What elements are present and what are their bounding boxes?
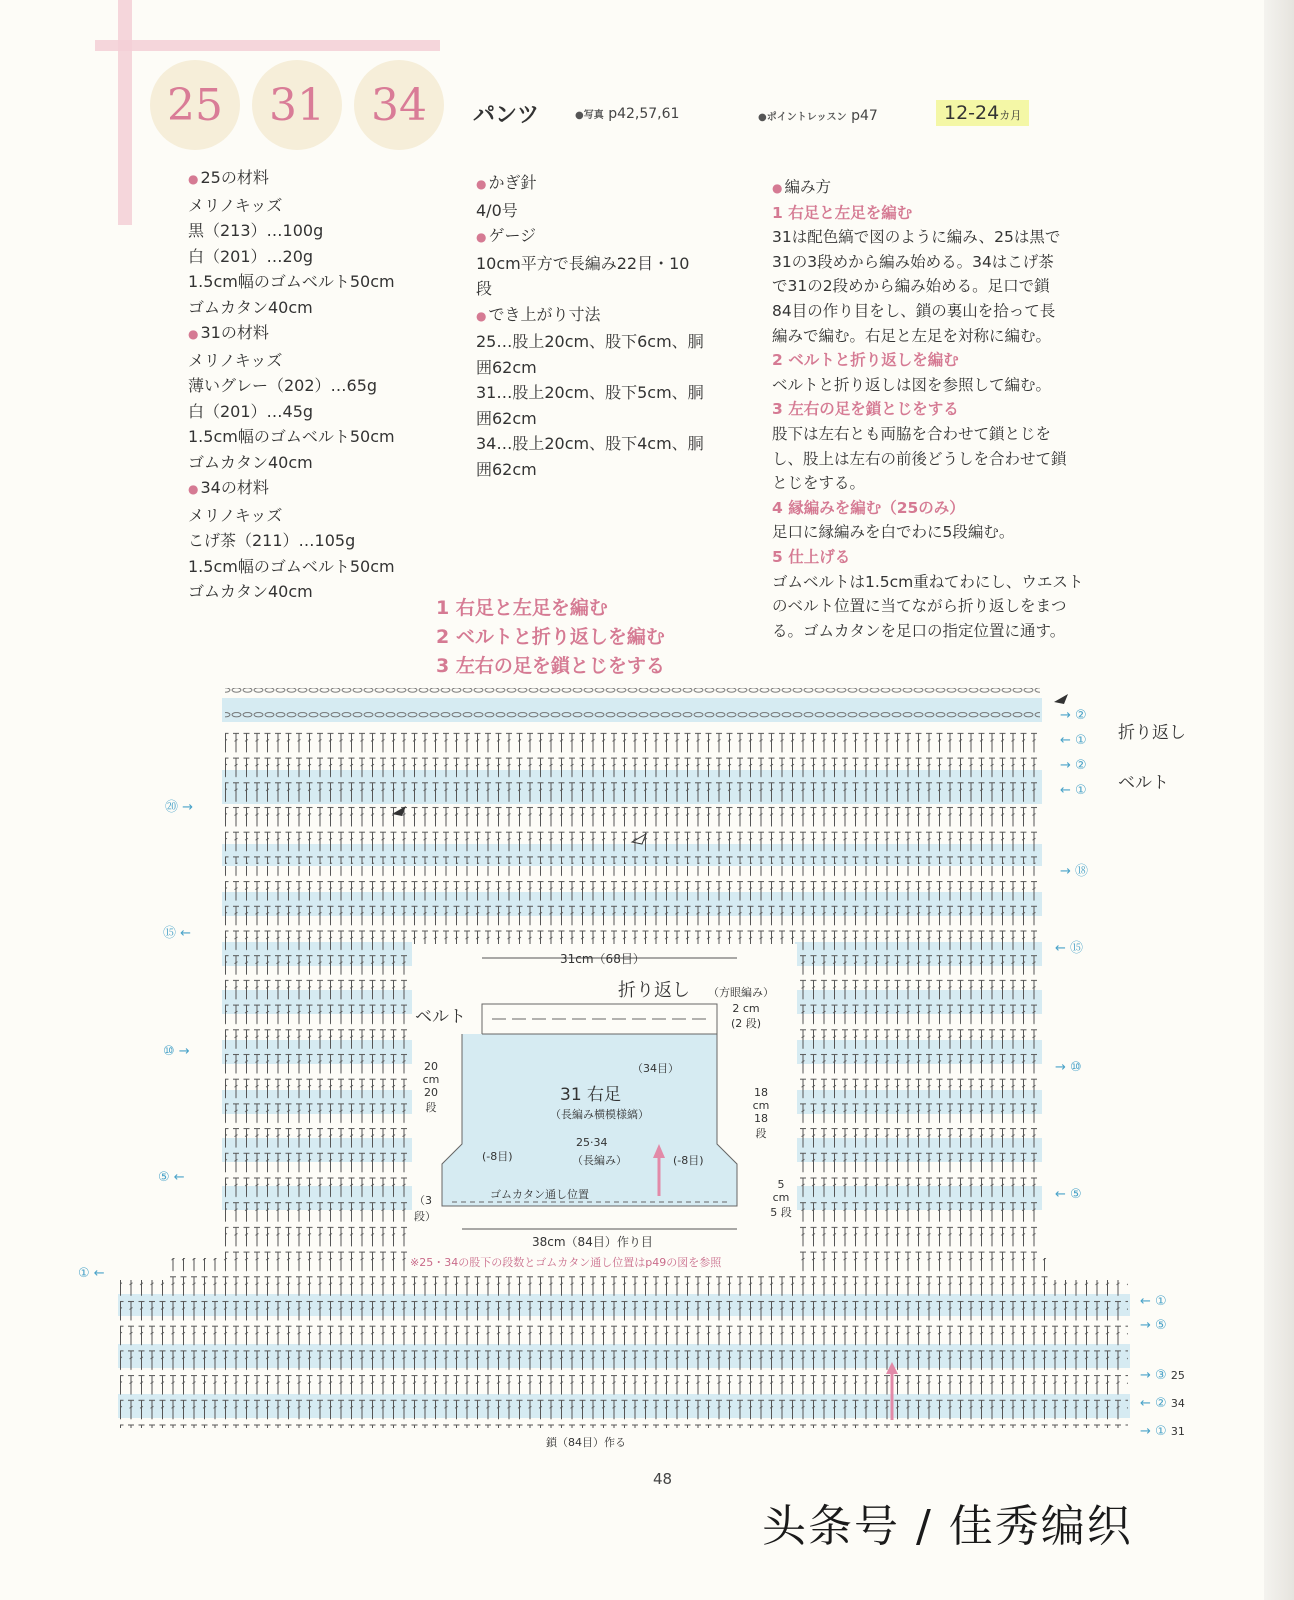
method-line: 84目の作り目をし、鎖の裏山を拾って長 — [772, 301, 1056, 320]
row-num: ⑮ — [163, 926, 177, 941]
row-num: ⑩ — [163, 1044, 175, 1059]
row-label-left-15: ⑮ ← — [163, 926, 192, 941]
row-label-left-1: ① ← — [78, 1266, 105, 1281]
material-line: 黒（213）…100g — [188, 221, 324, 240]
row-tag: 31 — [1170, 1425, 1185, 1438]
method-step-2-title — [772, 348, 1122, 373]
material-head-34: ● 34の材料 — [188, 475, 438, 503]
page-title: パンツ — [473, 103, 540, 128]
method-line: ベルトと折り返しは図を参照して編む。 — [772, 375, 1052, 394]
row-tag: 25 — [1170, 1369, 1185, 1382]
method-step-3-title — [772, 397, 1122, 422]
spec-line: 囲62cm — [476, 408, 537, 428]
chart-step-text: ベルトと折り返しを編む — [455, 626, 665, 648]
row-label-left-20: ⑳ → — [165, 800, 194, 815]
chart-label-orikaeshi: 折り返し — [1118, 723, 1186, 743]
material-line: 1.5cm幅のゴムベルト50cm — [188, 427, 395, 446]
row-num: ② — [1075, 758, 1087, 773]
step-title: 仕上げる — [788, 547, 851, 566]
schematic-body-sub: （長編み横模様縞） — [550, 1108, 649, 1121]
row-label-right: ← ① — [1060, 783, 1087, 798]
material-line: メリノキッズ — [188, 505, 283, 525]
photo-label: ●写真 — [575, 110, 604, 121]
spec-line: 31…股上20cm、股下5cm、胴 — [476, 383, 704, 402]
chart-step-1 — [436, 594, 665, 623]
spec-line: 34…股上20cm、股下4cm、胴 — [476, 434, 704, 453]
step-title: 左右の足を鎖とじをする — [788, 400, 959, 419]
schematic-note: ※25・34の股下の段数とゴムカタン通し位置はp49の図を参照 — [410, 1256, 722, 1269]
lesson-ref — [758, 108, 878, 124]
material-line: こげ茶（211）…105g — [188, 531, 356, 550]
row-label-right-1: ← ① — [1140, 1294, 1167, 1309]
row-tag: 34 — [1170, 1397, 1185, 1410]
row-label-right: → ② — [1060, 708, 1087, 723]
material-line: 1.5cm幅のゴムベルト50cm — [188, 272, 395, 291]
material-head-25: ● 25の材料 — [188, 165, 438, 193]
row-label-left-5: ⑤ ← — [158, 1170, 185, 1185]
method-line: 股下は左右とも両脇を合わせて鎖とじを — [772, 424, 1052, 443]
material-line: メリノキッズ — [188, 350, 283, 370]
row-num: ⑤ — [1070, 1187, 1082, 1202]
lesson-page: p47 — [851, 108, 878, 124]
row-label-right-1b: → ① 31 — [1140, 1424, 1185, 1439]
age-badge — [936, 100, 1029, 126]
method-head: ● 編み方 — [772, 175, 1122, 201]
chart-step-text: 左右の足を鎖とじをする — [455, 655, 665, 677]
schematic-orikaeshi: 折り返し — [618, 980, 690, 1001]
material-line: 1.5cm幅のゴムベルト50cm — [188, 556, 395, 576]
chart-bottom-label: 鎖（84目）作る — [546, 1436, 626, 1449]
row-num: ⑩ — [1070, 1060, 1082, 1075]
watermark: 头条号 / 佳秀编织 — [762, 1501, 1133, 1552]
row-num: ⑮ — [1070, 941, 1084, 956]
row-num: ⑤ — [1155, 1318, 1167, 1333]
method-line: 31の3段めから編み始める。34はこげ茶 — [772, 252, 1054, 271]
ribbon-vertical — [118, 0, 132, 225]
row-num: ① — [1155, 1294, 1167, 1309]
row-num: ② — [1075, 708, 1087, 723]
row-label-right-15: ← ⑮ — [1055, 941, 1084, 956]
row-num: ① — [1155, 1424, 1167, 1439]
schematic-gomu-height: （3 段） — [414, 1194, 436, 1223]
chart-step-num: 1 — [436, 597, 450, 619]
material-line: メリノキッズ — [188, 195, 283, 215]
schematic-width-top: 31cm（68目） — [560, 952, 645, 966]
spec-line: 段 — [476, 279, 493, 298]
ribbon-horizontal — [95, 40, 440, 51]
spec-head-hook: ● かぎ針 — [476, 170, 746, 198]
spec-head-size: ● でき上がり寸法 — [476, 302, 746, 330]
schematic-dec-right: (-8目) — [673, 1154, 704, 1167]
spec-line: 囲62cm — [476, 459, 537, 479]
method-step-4-title — [772, 496, 1122, 521]
material-line: ゴムカタン40cm — [188, 297, 313, 317]
row-num: ③ — [1155, 1368, 1167, 1383]
spec-head-gauge: ● ゲージ — [476, 223, 746, 251]
row-num: ① — [1075, 783, 1087, 798]
schematic-dec-left: (-8目) — [482, 1150, 513, 1163]
method-line: し、股上は左右の前後どうしを合わせて鎖 — [772, 449, 1067, 468]
row-label-right-5: ← ⑤ — [1055, 1187, 1082, 1202]
schematic-orikaeshi-note: （方眼編み） — [708, 986, 774, 999]
lesson-label: ●ポイントレッスン — [758, 112, 847, 123]
photo-ref — [575, 106, 679, 122]
method-column — [772, 175, 1122, 643]
row-num: ② — [1155, 1396, 1167, 1411]
row-label-right-18: → ⑱ — [1060, 864, 1089, 879]
step-num: 2 — [772, 351, 783, 370]
spec-line: 囲62cm — [476, 357, 537, 377]
method-line: ゴムベルトは1.5cm重ねてわにし、ウエスト — [772, 572, 1084, 591]
page-number: 48 — [653, 1470, 673, 1488]
row-num: ① — [1075, 733, 1087, 748]
spec-line: 10cm平方で長編み22目・10 — [476, 253, 690, 273]
row-label-right-edge-5: → ⑤ — [1140, 1318, 1167, 1333]
step-title: 縁編みを編む（25のみ） — [788, 498, 965, 517]
row-label-right: → ② — [1060, 758, 1087, 773]
schematic-bottom-height: 5 cm 5 段 — [770, 1178, 792, 1219]
material-line: 白（201）…20g — [188, 246, 314, 266]
start-marker — [1054, 694, 1068, 704]
schematic-right-height: 18 cm 18 段 — [752, 1086, 770, 1140]
step-num: 1 — [772, 203, 783, 222]
pattern-number-34: 34 — [354, 60, 444, 150]
schematic-gomu-line: ゴムカタン通し位置 — [490, 1188, 589, 1201]
age-unit: カ月 — [999, 109, 1022, 122]
method-step-5-title — [772, 545, 1122, 570]
material-line: ゴムカタン40cm — [188, 452, 313, 472]
method-step-1-title — [772, 201, 1122, 226]
chart-step-text: 右足と左足を編む — [455, 597, 608, 619]
schematic-belt: ベルト — [415, 1007, 466, 1027]
material-head-31: ● 31の材料 — [188, 320, 438, 348]
step-num: 5 — [772, 547, 783, 566]
row-num: ⑤ — [158, 1170, 170, 1185]
chart-step-num: 2 — [436, 626, 450, 648]
material-line: ゴムカタン40cm — [188, 582, 313, 601]
row-num: ⑳ — [165, 800, 179, 815]
step-num: 3 — [772, 400, 783, 419]
method-line: で31の2段めから編み始める。足口で鎖 — [772, 277, 1050, 296]
photo-pages: p42,57,61 — [608, 106, 680, 122]
step-num: 4 — [772, 498, 783, 517]
schematic-width-bottom: 38cm（84目）作り目 — [532, 1235, 653, 1249]
method-line: る。ゴムカタンを足口の指定位置に通す。 — [772, 621, 1066, 640]
schematic-body-title: 31 右足 — [560, 1085, 622, 1105]
schematic-25-34-sub: （長編み） — [572, 1154, 627, 1167]
spec-line: 25…股上20cm、股下6cm、胴 — [476, 332, 704, 351]
row-num: ① — [78, 1266, 90, 1281]
chart-step-2 — [436, 623, 665, 652]
spec-line: 4/0号 — [476, 200, 518, 220]
pattern-number-25: 25 — [150, 60, 240, 150]
method-line: 31は配色縞で図のように編み、25は黒で — [772, 228, 1061, 247]
chart-label-belt: ベルト — [1118, 773, 1169, 793]
schematic-25-34: 25·34 — [576, 1136, 608, 1149]
row-label-right-2: ← ② 34 — [1140, 1396, 1185, 1411]
method-line: のベルト位置に当てながら折り返しをまつ — [772, 597, 1067, 616]
chart-steps — [436, 594, 665, 681]
step-title: 右足と左足を編む — [788, 203, 913, 222]
schematic-left-height: 20 cm 20 段 — [422, 1060, 440, 1114]
row-label-left-10: ⑩ → — [163, 1044, 190, 1059]
method-line: 足口に縁編みを白でわに5段編む。 — [772, 523, 1015, 542]
materials-column — [188, 165, 438, 605]
schematic-belt-height: 2 cm (2 段) — [730, 1002, 762, 1030]
step-title: ベルトと折り返しを編む — [788, 351, 959, 370]
specs-column — [476, 170, 746, 482]
row-num: ⑱ — [1075, 864, 1089, 879]
chart-step-3 — [436, 652, 665, 681]
pattern-number-31: 31 — [252, 60, 342, 150]
method-line: とじをする。 — [772, 474, 866, 493]
material-line: 白（201）…45g — [188, 401, 314, 421]
row-label-right-3: → ③ 25 — [1140, 1368, 1185, 1383]
method-line: 編みで編む。右足と左足を対称に編む。 — [772, 326, 1052, 345]
age-range: 12-24 — [944, 102, 1000, 124]
material-line: 薄いグレー（202）…65g — [188, 376, 378, 395]
row-label-right-10: → ⑩ — [1055, 1060, 1082, 1075]
page-edge — [1264, 0, 1294, 1600]
chart-step-num: 3 — [436, 655, 450, 677]
row-label-right: ← ① — [1060, 733, 1087, 748]
schematic-count-34: （34目） — [632, 1062, 679, 1075]
